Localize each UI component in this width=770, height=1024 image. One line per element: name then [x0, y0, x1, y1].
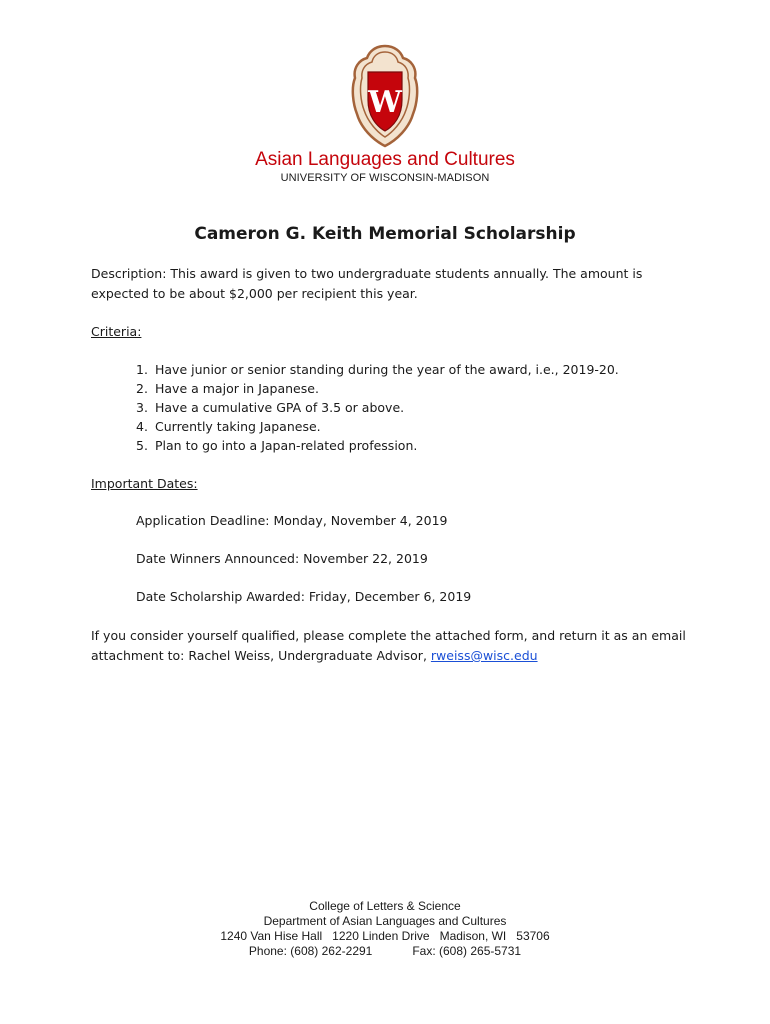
closing-line-2-text: attachment to: Rachel Weiss, Undergraduate Advisor,: [91, 648, 431, 663]
department-name: Asian Languages and Cultures: [255, 149, 515, 170]
footer-college: College of Letters & Science: [309, 899, 461, 913]
scholarship-awarded-date: Date Scholarship Awarded: Friday, December 6, 2019: [136, 589, 472, 604]
crest-letter: W: [368, 85, 402, 120]
criteria-text: Currently taking Japanese.: [155, 419, 321, 434]
important-dates-heading: Important Dates:: [91, 476, 198, 491]
description-line-1: Description: This award is given to two undergraduate students annually. The amount is: [91, 266, 643, 281]
criteria-text: Plan to go into a Japan-related profession.: [155, 438, 418, 453]
footer-address: 1240 Van Hise Hall 1220 Linden Drive Madison, WI 53706: [220, 929, 550, 943]
uw-crest-logo: [351, 44, 419, 148]
footer-contact: Phone: (608) 262-2291 Fax: (608) 265-5731: [248, 944, 522, 958]
footer-department: Department of Asian Languages and Cultures: [263, 914, 507, 928]
scholarship-title: Cameron G. Keith Memorial Scholarship: [194, 224, 576, 244]
criteria-number: 1.: [136, 362, 148, 377]
advisor-email-link[interactable]: rweiss@wisc.edu: [430, 648, 538, 663]
criteria-heading: Criteria:: [91, 324, 142, 339]
criteria-number: 3.: [136, 400, 148, 415]
closing-instructions: [91, 626, 691, 666]
description-line-2: expected to be about $2,000 per recipient this year.: [91, 286, 418, 301]
criteria-text: Have a cumulative GPA of 3.5 or above.: [155, 400, 405, 415]
footer: [0, 899, 770, 959]
criteria-number: 5.: [136, 438, 148, 453]
criteria-item: [136, 417, 619, 436]
closing-line-2: [91, 646, 691, 666]
criteria-item: [136, 398, 619, 417]
criteria-number: 2.: [136, 381, 148, 396]
winners-announced-date: Date Winners Announced: November 22, 2019: [136, 551, 428, 566]
criteria-item: [136, 436, 619, 455]
university-name: UNIVERSITY OF WISCONSIN-MADISON: [280, 172, 490, 184]
criteria-text: Have a major in Japanese.: [155, 381, 319, 396]
application-deadline: Application Deadline: Monday, November 4, 2019: [136, 513, 448, 528]
criteria-item: [136, 360, 619, 379]
closing-line-1: If you consider yourself qualified, please complete the attached form, and return it as an email: [91, 628, 686, 643]
description: [91, 264, 691, 304]
criteria-text: Have junior or senior standing during the year of the award, i.e., 2019-20.: [155, 362, 619, 377]
criteria-number: 4.: [136, 419, 148, 434]
criteria-item: [136, 379, 619, 398]
criteria-list: [136, 360, 619, 455]
